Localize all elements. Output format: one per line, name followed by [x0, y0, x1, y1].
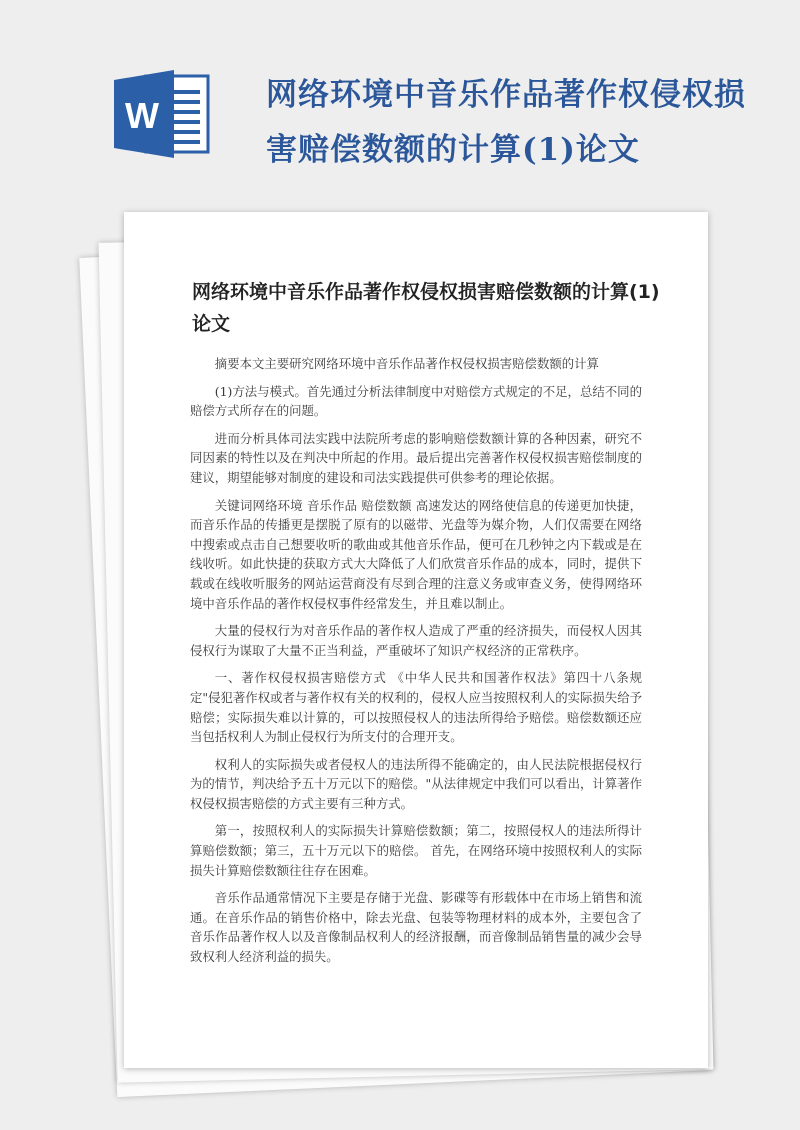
- paragraph-section-one: 一、著作权侵权损害赔偿方式 《中华人民共和国著作权法》第四十八条规定"侵犯著作权或者与著作权有关的权利的，侵权人应当按照权利人的实际损失给予赔偿；实际损失难以计算的，可以按照侵权人的违法所得给予赔偿。赔偿数额还应当包括权利人为制止侵权行为所支付的合理开支。: [190, 670, 642, 745]
- paragraph-actual-loss: 权利人的实际损失或者侵权人的违法所得不能确定的，由人民法院根据侵权行为的情节，判决给予五十万元以下的赔偿。"从法律规定中我们可以看出，计算著作权侵权损害赔偿的方式主要有三种方式。: [190, 756, 642, 811]
- paragraph-three-methods: 第一，按照权利人的实际损失计算赔偿数额；第二，按照侵权人的违法所得计算赔偿数额；第三，五十万元以下的赔偿。 首先，在网络环境中按照权利人的实际损失计算赔偿数额往往存在困难。: [190, 823, 642, 878]
- paragraph-keywords: 关键词网络环境 音乐作品 赔偿数额 高速发达的网络使信息的传递更加快捷，而音乐作品的传播更是摆脱了原有的以磁带、光盘等为媒介物，人们仅需要在网络中搜索或点击自己想要收听的歌曲或其他音乐作品，便可在几秒钟之内下载或是在线收听。如此快捷的获取方式大大降低了人们欣赏音乐作品的成本，同时，提供下载或在线收听服务的网站运营商没有尽到合理的注意义务或审查义务，使得网络环境中音乐作品的著作权侵权事件经常发生，并且难以制止。: [190, 497, 642, 611]
- paragraph-abstract: 摘要本文主要研究网络环境中音乐作品著作权侵权损害赔偿数额的计算: [214, 356, 599, 371]
- word-icon-letter: W: [125, 95, 159, 136]
- page-header: [0, 0, 800, 210]
- word-document-icon: [112, 66, 212, 162]
- paragraph-analysis: 进而分析具体司法实践中法院所考虑的影响赔偿数额计算的各种因素，研究不同因素的特性以及在判决中所起的作用。最后提出完善著作权侵权损害赔偿制度的建议，期望能够对制度的建设和司法实践提供可供参考的理论依据。: [190, 430, 642, 485]
- paragraph-method: (1)方法与模式。首先通过分析法律制度中对赔偿方式规定的不足，总结不同的赔偿方式所存在的问题。: [190, 383, 642, 419]
- document-title: 网络环境中音乐作品著作权侵权损害赔偿数额的计算(1)论文: [192, 281, 660, 335]
- document-page: [124, 212, 708, 1068]
- header-title: 网络环境中音乐作品著作权侵权损害赔偿数额的计算(1)论文: [266, 77, 746, 168]
- paragraph-music-sales: 音乐作品通常情况下主要是存储于光盘、影碟等有形载体中在市场上销售和流通。在音乐作品的销售价格中，除去光盘、包装等物理材料的成本外，主要包含了音乐作品著作权人以及音像制品权利人的经济报酬，而音像制品销售量的减少会导致权利人经济利益的损失。: [190, 890, 642, 965]
- document-body: [190, 354, 642, 975]
- paragraph-infringement: 大量的侵权行为对音乐作品的著作权人造成了严重的经济损失，而侵权人因其侵权行为谋取了大量不正当利益，严重破坏了知识产权经济的正常秩序。: [190, 623, 642, 658]
